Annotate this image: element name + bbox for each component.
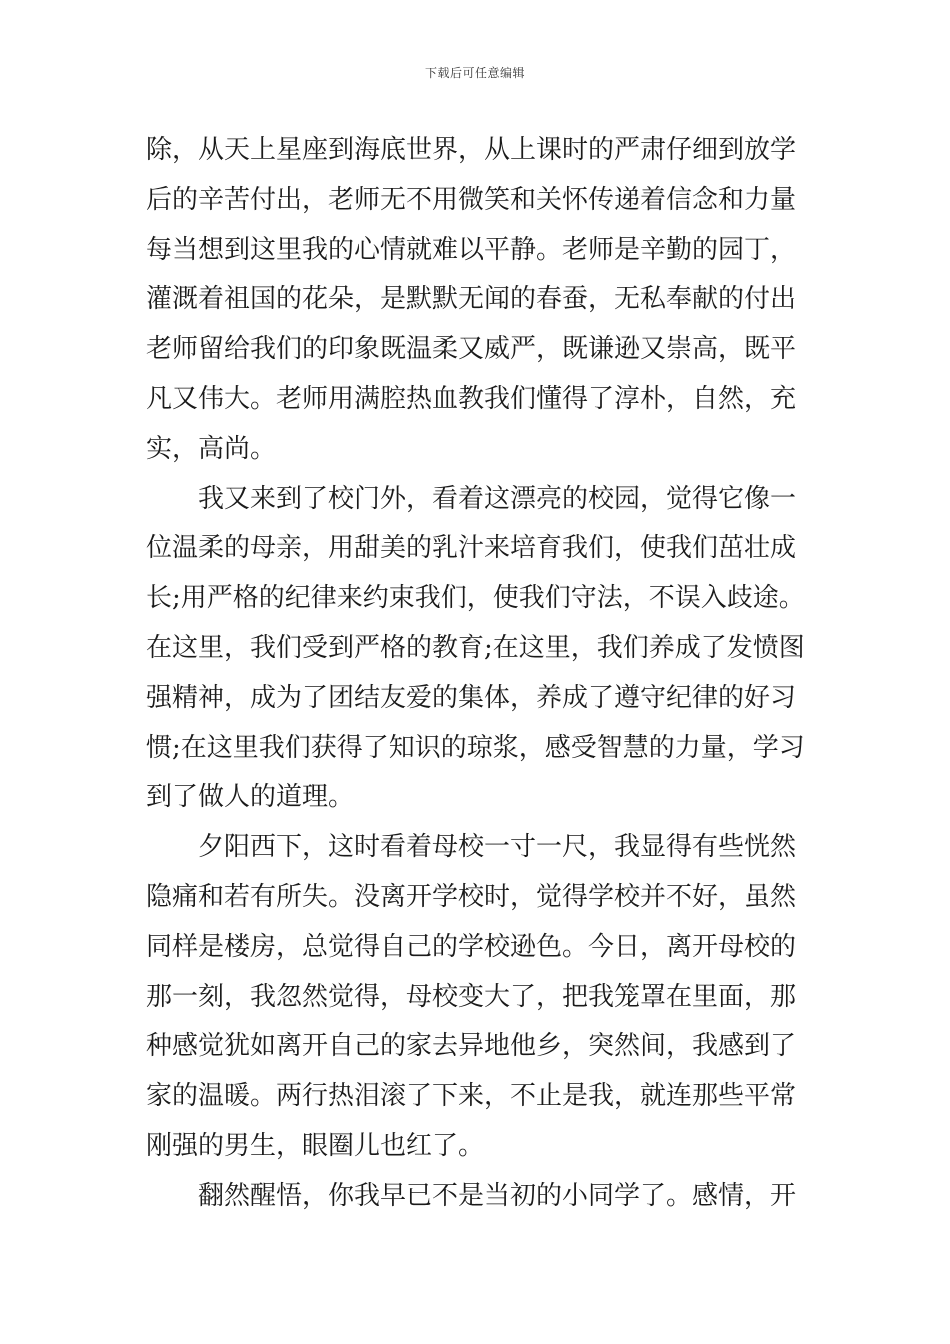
text-line: 到了做人的道理。 <box>146 782 355 813</box>
text-line: 惯;在这里我们获得了知识的琼浆，感受智慧的力量，学习 <box>146 732 805 763</box>
text-line: 后的辛苦付出，老师无不用微笑和关怀传递着信念和力量 <box>146 184 797 215</box>
text-line: 种感觉犹如离开自己的家去异地他乡，突然间，我感到了 <box>146 1031 797 1062</box>
document-body <box>146 126 808 1222</box>
text-line: 同样是楼房，总觉得自己的学校逊色。今日，离开母校的 <box>146 931 797 962</box>
paragraph-start-line: 我又来到了校门外，看着这漂亮的校园，觉得它像一 <box>198 483 797 514</box>
text-line: 那一刻，我忽然觉得，母校变大了，把我笼罩在里面，那 <box>146 981 797 1012</box>
text-line: 老师留给我们的印象既温柔又威严，既谦逊又崇高，既平 <box>146 334 797 365</box>
text-line: 隐痛和若有所失。没离开学校时，觉得学校并不好，虽然 <box>146 881 797 912</box>
text-line: 位温柔的母亲，用甜美的乳汁来培育我们，使我们茁壮成 <box>146 533 797 564</box>
paragraph-start-line: 翻然醒悟，你我早已不是当初的小同学了。感情，开 <box>198 1180 797 1211</box>
text-line: 家的温暖。两行热泪滚了下来，不止是我，就连那些平常 <box>146 1081 797 1112</box>
text-line: 长;用严格的纪律来约束我们，使我们守法，不误入歧途。 <box>146 583 805 614</box>
text-line: 实，高尚。 <box>146 433 277 464</box>
text-line: 每当想到这里我的心情就难以平静。老师是辛勤的园丁， <box>146 234 797 265</box>
page-header: 下载后可任意编辑 <box>424 66 525 80</box>
paragraph-start-line: 夕阳西下，这时看着母校一寸一尺，我显得有些恍然 <box>198 832 797 863</box>
text-line: 刚强的男生，眼圈儿也红了。 <box>146 1130 485 1161</box>
text-line: 灌溉着祖国的花朵，是默默无闻的春蚕，无私奉献的付出 <box>146 284 797 315</box>
text-line: 在这里，我们受到严格的教育;在这里，我们养成了发愤图 <box>146 632 805 663</box>
text-line: 强精神，成为了团结友爱的集体，养成了遵守纪律的好习 <box>146 682 797 713</box>
text-line: 凡又伟大。老师用满腔热血教我们懂得了淳朴，自然，充 <box>146 383 797 414</box>
text-line: 除，从天上星座到海底世界，从上课时的严肃仔细到放学 <box>146 135 797 165</box>
